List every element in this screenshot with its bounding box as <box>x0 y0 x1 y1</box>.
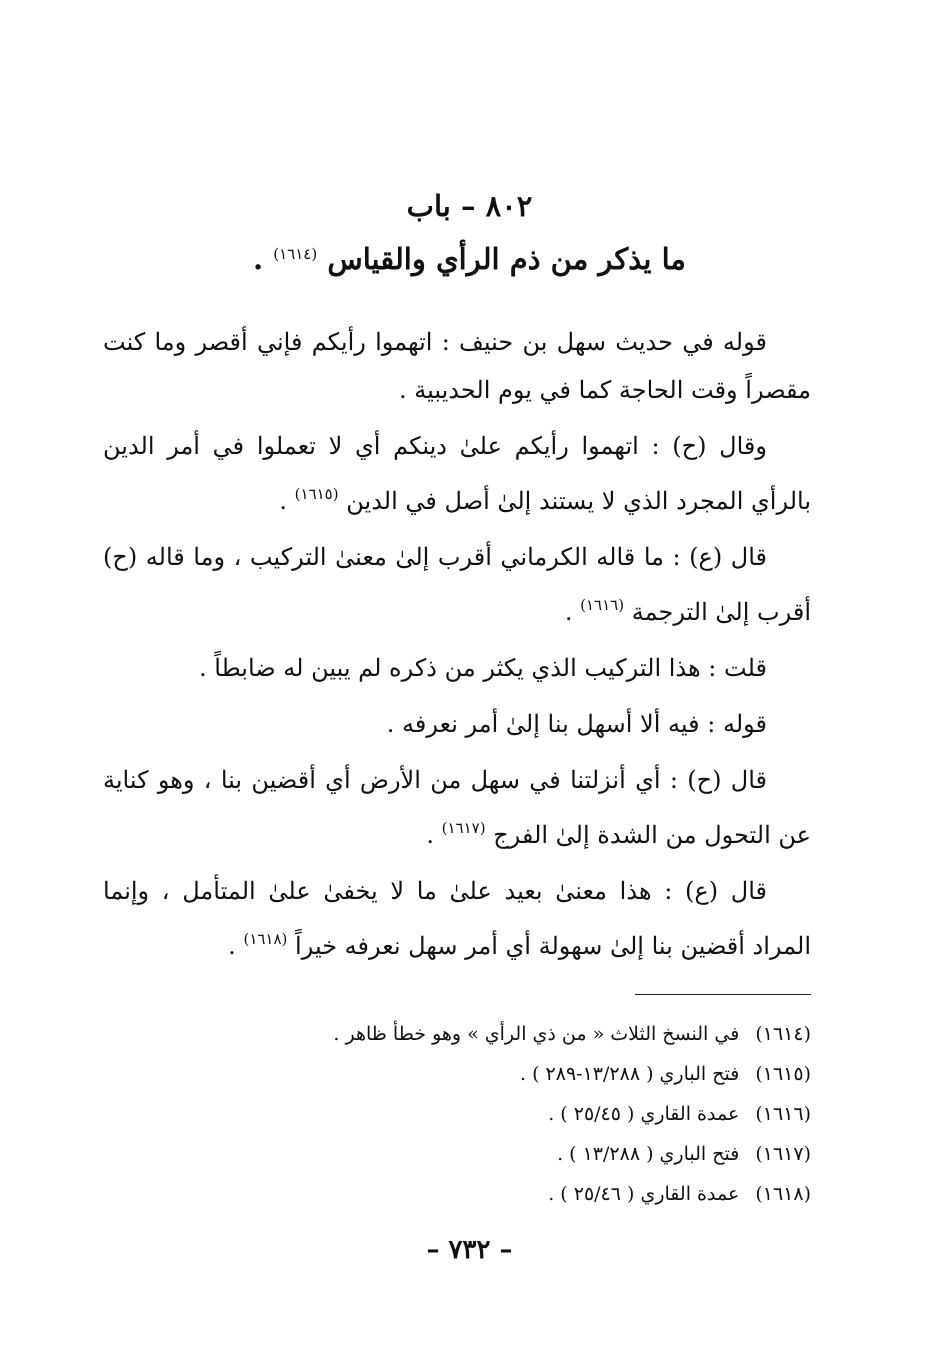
paragraph-end: . <box>564 598 573 626</box>
paragraph-text: قوله : فيه ألا أسهل بنا إلىٰ أمر نعرفه . <box>386 710 767 738</box>
footnote-number: (١٦١٧) <box>755 1143 811 1165</box>
paragraph-text: قال (ع) : هذا معنىٰ بعيد علىٰ ما لا يخفىٰ علىٰ المتأمل ، وإنما المراد أقضين بنا إلىٰ سهولة أي أمر سهل نعرفه خيراً <box>103 877 811 960</box>
footnote-text: عمدة القاري ( ٢٥/٤٦ ) . <box>548 1183 740 1205</box>
chapter-number: ٨٠٢ – باب <box>406 189 533 223</box>
paragraph <box>103 756 811 859</box>
footnote <box>103 1174 811 1214</box>
paragraph-text: قال (ع) : ما قاله الكرماني أقرب إلىٰ معنىٰ التركيب ، وما قاله (ح) أقرب إلىٰ الترجمة <box>103 543 811 626</box>
chapter-title-text: ما يذكر من ذم الرأي والقياس <box>327 242 686 276</box>
footnote <box>103 1054 811 1094</box>
footnotes <box>103 1014 811 1214</box>
footnote <box>103 1134 811 1174</box>
paragraph <box>103 700 811 748</box>
paragraph <box>103 318 811 414</box>
paragraph-text: قال (ح) : أي أنزلتنا في سهل من الأرض أي أقضين بنا ، وهو كناية عن التحول من الشدة إلىٰ الفرج <box>103 766 811 849</box>
paragraph-end: . <box>426 821 434 849</box>
paragraph <box>103 533 811 636</box>
paragraph-text: قوله في حديث سهل بن حنيف : اتهموا رأيكم فإني أقصر وما كنت مقصراً وقت الحاجة كما في يوم الحديبية . <box>103 328 811 404</box>
footnote-ref: (١٦١٤) <box>273 245 318 263</box>
footnote <box>103 1094 811 1134</box>
footnote-text: فتح الباري ( ١٣/٢٨٨ ) . <box>557 1143 740 1165</box>
footnote-number: (١٦١٤) <box>755 1023 811 1045</box>
chapter-title-end: . <box>253 242 264 276</box>
footnote-text: في النسخ الثلاث « من ذي الرأي » وهو خطأ ظاهر . <box>333 1023 740 1045</box>
footnote-ref: (١٦١٥) <box>294 485 339 503</box>
footnote-ref: (١٦١٦) <box>580 596 625 614</box>
footnote-ref: (١٦١٧) <box>441 819 486 837</box>
paragraph-text: وقال (ح) : اتهموا رأيكم علىٰ دينكم أي لا تعملوا في أمر الدين بالرأي المجرد الذي لا يستند إلىٰ أصل في الدين <box>103 432 811 515</box>
paragraph <box>103 422 811 525</box>
paragraph-end: . <box>279 487 288 515</box>
paragraph-end: . <box>228 932 236 960</box>
main-text <box>103 318 811 978</box>
footnote-text: فتح الباري ( ١٣/٢٨٨-٢٨٩ ) . <box>520 1063 740 1085</box>
footnote <box>103 1014 811 1054</box>
paragraph <box>103 644 811 692</box>
footnote-ref: (١٦١٨) <box>243 930 288 948</box>
footnote-number: (١٦١٦) <box>755 1103 811 1125</box>
page-number: – ٧٣٢ – <box>426 1235 513 1265</box>
chapter-title <box>0 232 939 281</box>
footnote-divider <box>635 994 811 995</box>
footnote-number: (١٦١٨) <box>755 1183 811 1205</box>
footnote-text: عمدة القاري ( ٢٥/٤٥ ) . <box>548 1103 740 1125</box>
footnote-number: (١٦١٥) <box>755 1063 811 1085</box>
paragraph-text: قلت : هذا التركيب الذي يكثر من ذكره لم يبين له ضابطاً . <box>199 654 767 682</box>
paragraph <box>103 867 811 970</box>
